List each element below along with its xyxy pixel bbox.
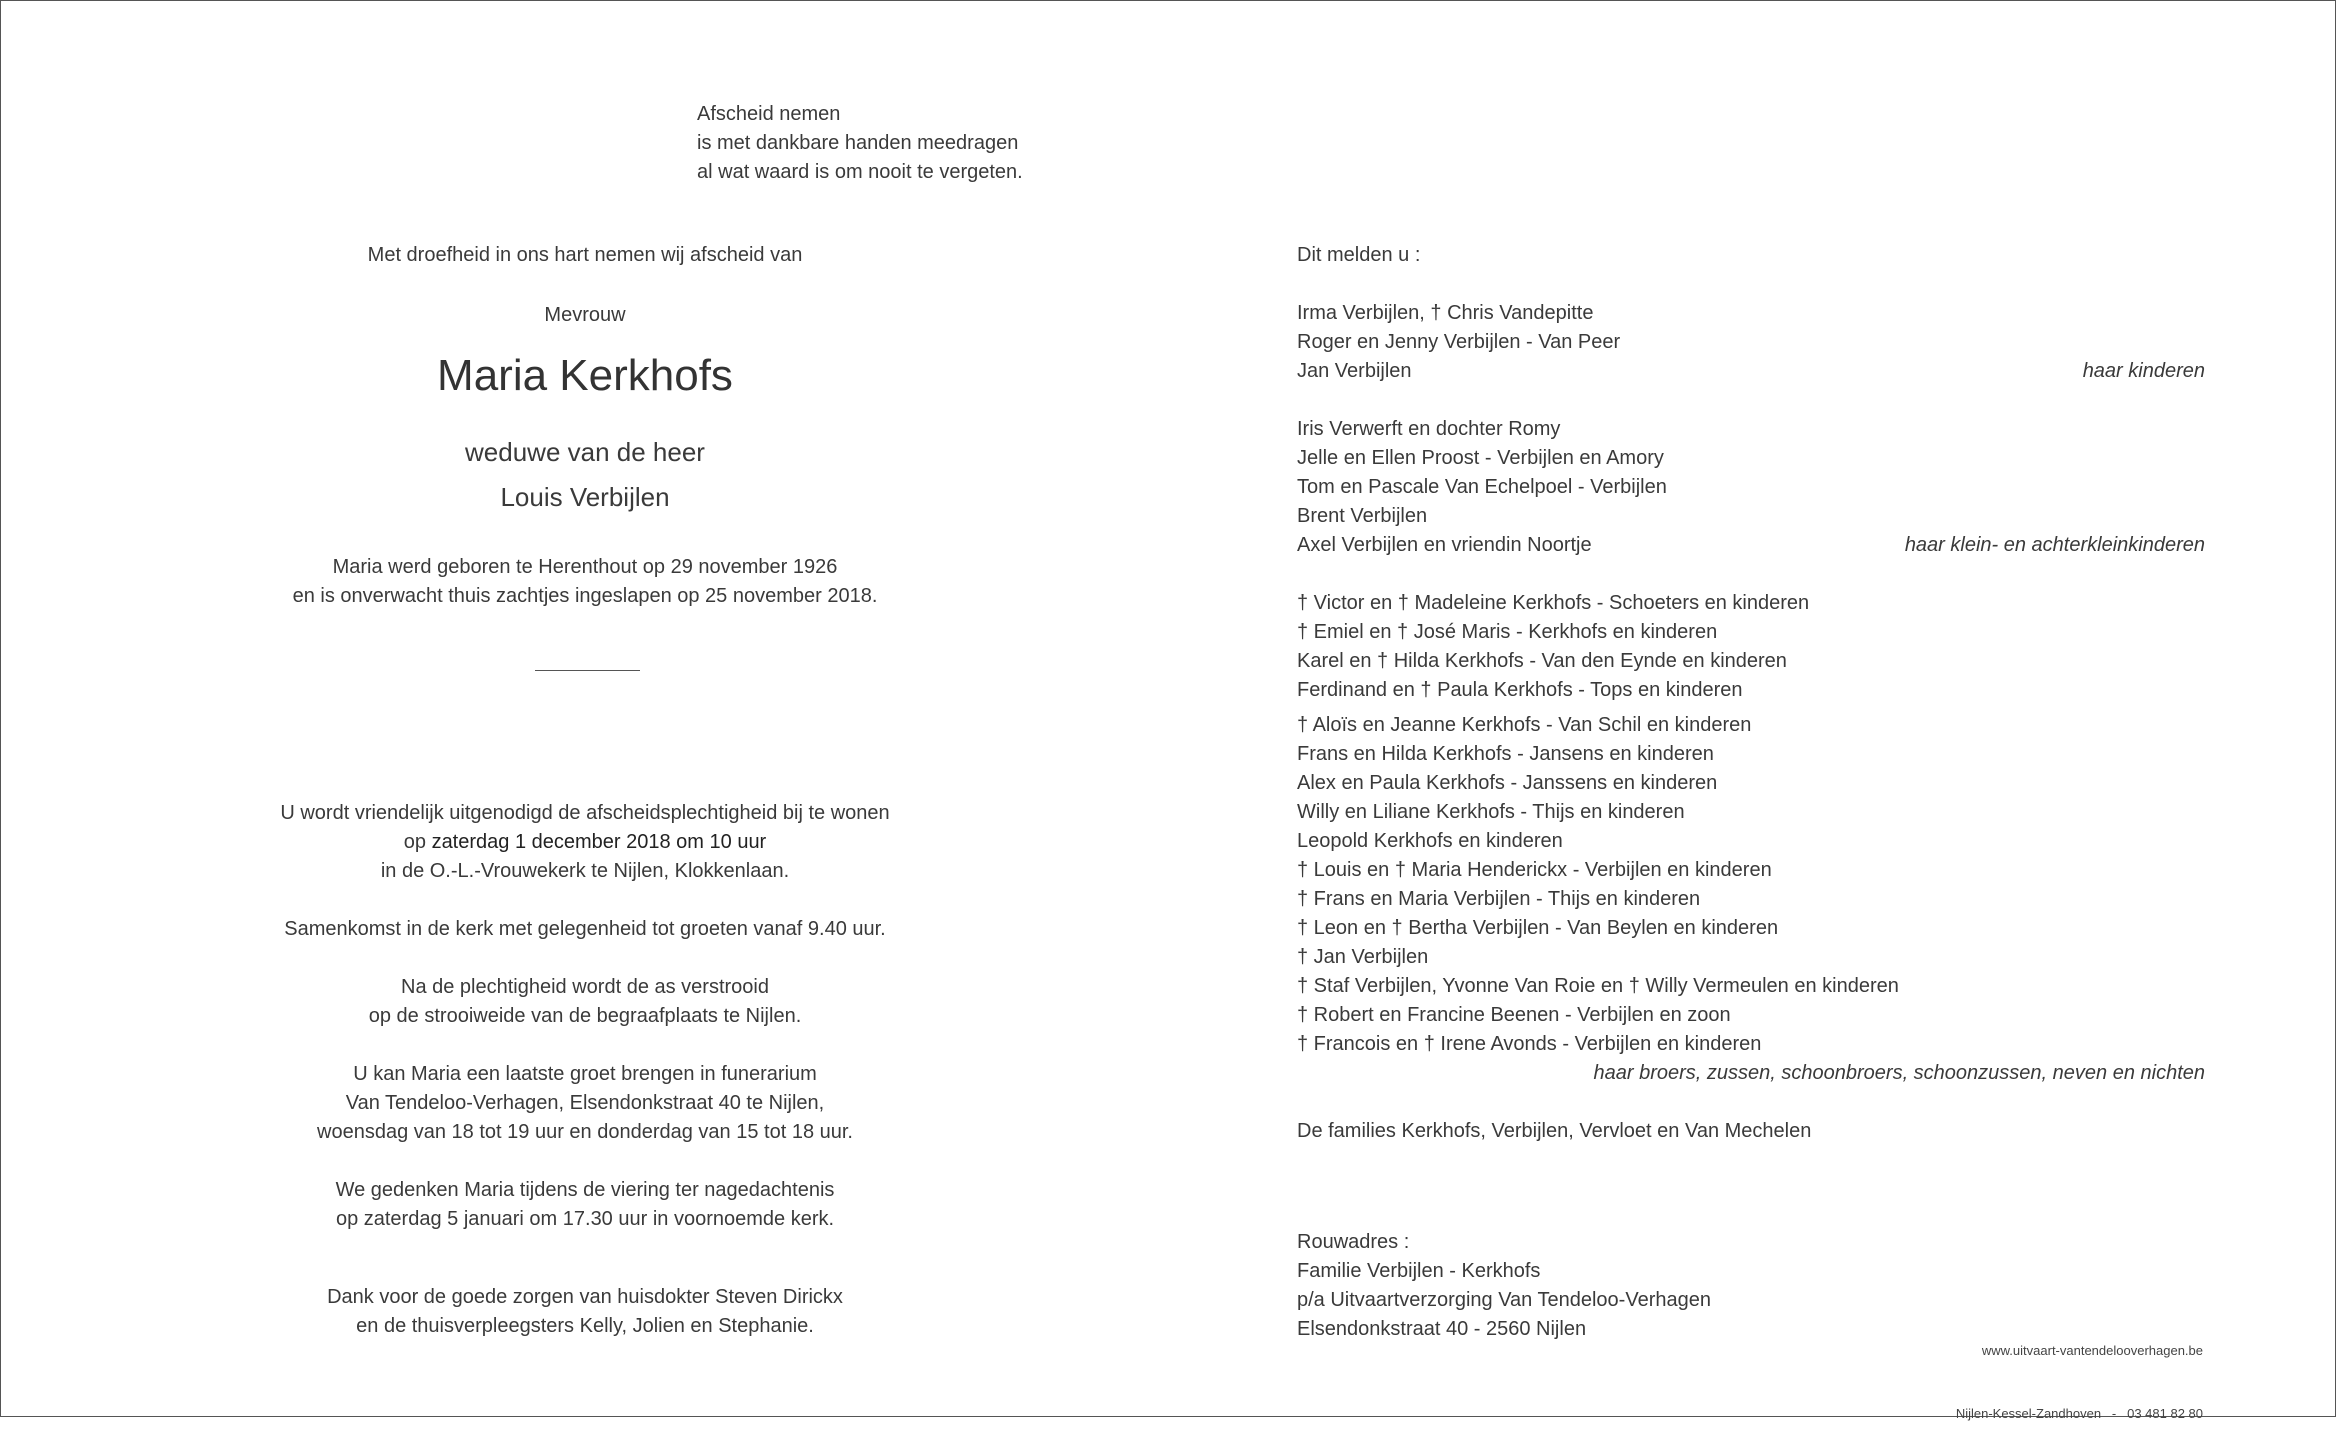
children-line: Jan Verbijlen (1297, 360, 1412, 382)
funeral-home-website[interactable]: www.uitvaart-vantendelooverhagen.be (1981, 1343, 2203, 1358)
sibling-line: † Frans en Maria Verbijlen - Thijs en kinderen (1297, 888, 1701, 910)
invite-date-line (185, 828, 985, 857)
sibling-line: † Louis en † Maria Henderickx - Verbijlen en kinderen (1297, 859, 1772, 881)
address-heading: Rouwadres : (1297, 1231, 1410, 1253)
grandchildren-line: Brent Verbijlen (1297, 505, 1428, 527)
address-line: p/a Uitvaartverzorging Van Tendeloo-Verhagen (1297, 1289, 1711, 1311)
sibling-line: † Aloïs en Jeanne Kerkhofs - Van Schil en kinderen (1297, 714, 1752, 736)
children-label: haar kinderen (2082, 360, 2205, 382)
invite-prefix: op (403, 831, 432, 853)
footer-separator: - (2111, 1406, 2117, 1421)
funerarium-line: woensdag van 18 tot 19 uur en donderdag van 15 tot 18 uur. (317, 1121, 853, 1143)
sibling-line: † Leon en † Bertha Verbijlen - Van Beylen en kinderen (1297, 917, 1779, 939)
poem-line: Afscheid nemen (697, 103, 841, 125)
grandchildren-row (1297, 531, 2205, 560)
poem (697, 100, 1023, 187)
poem-line: is met dankbare handen meedragen (697, 132, 1019, 154)
sibling-line: † Emiel en † José Maris - Kerkhofs en kinderen (1297, 621, 1718, 643)
sibling-line: † Francois en † Irene Avonds - Verbijlen en kinderen (1297, 1033, 1762, 1055)
siblings-label: haar broers, zussen, schoonbroers, schoonzussen, neven en nichten (1593, 1062, 2205, 1084)
family-announcement (1297, 241, 2205, 1146)
funeral-home-footer (1956, 1298, 2203, 1445)
birth-line: Maria werd geboren te Herenthout op 29 november 1926 (332, 556, 838, 578)
announcement-heading: Dit melden u : (1297, 244, 1421, 266)
death-line: en is onverwacht thuis zachtjes ingeslapen op 25 november 2018. (292, 585, 878, 607)
poem-line: al wat waard is om nooit te vergeten. (697, 161, 1023, 183)
grandchildren-line: Iris Verwerft en dochter Romy (1297, 418, 1561, 440)
sibling-line: † Staf Verbijlen, Yvonne Van Roie en † Willy Vermeulen en kinderen (1297, 975, 1899, 997)
thanks-line: Dank voor de goede zorgen van huisdokter Steven Dirickx (327, 1286, 843, 1308)
funeral-home-phone: 03 481 82 80 (2127, 1406, 2203, 1421)
gathering-info: Samenkomst in de kerk met gelegenheid tot groeten vanaf 9.40 uur. (284, 918, 886, 940)
remembrance-line: We gedenken Maria tijdens de viering ter nagedachtenis (335, 1179, 835, 1201)
thanks-line: en de thuisverpleegsters Kelly, Jolien en Stephanie. (356, 1315, 814, 1337)
funerarium-line: Van Tendeloo-Verhagen, Elsendonkstraat 40 te Nijlen, (345, 1092, 825, 1114)
grandchildren-line: Jelle en Ellen Proost - Verbijlen en Amory (1297, 447, 1664, 469)
sibling-line: † Victor en † Madeleine Kerkhofs - Schoeters en kinderen (1297, 592, 1810, 614)
funeral-home-locations: Nijlen-Kessel-Zandhoven (1955, 1406, 2102, 1421)
deceased-name: Maria Kerkhofs (437, 351, 733, 400)
ceremony-invitation (185, 799, 985, 1234)
birth-death-info (185, 553, 985, 611)
invite-location: in de O.-L.-Vrouwekerk te Nijlen, Klokkenlaan. (380, 860, 790, 882)
children-row (1297, 357, 2205, 386)
husband-name: Louis Verbijlen (500, 482, 670, 512)
widow-of: weduwe van de heer (465, 437, 705, 467)
sibling-line: Ferdinand en † Paula Kerkhofs - Tops en kinderen (1297, 679, 1743, 701)
children-line: Roger en Jenny Verbijlen - Van Peer (1297, 331, 1621, 353)
sibling-line: Willy en Liliane Kerkhofs - Thijs en kinderen (1297, 801, 1685, 823)
salutation: Mevrouw (544, 304, 626, 326)
invite-line: U wordt vriendelijk uitgenodigd de afscheidsplechtigheid bij te wonen (280, 802, 890, 824)
address-line: Familie Verbijlen - Kerkhofs (1297, 1260, 1541, 1282)
sibling-line: Alex en Paula Kerkhofs - Janssens en kinderen (1297, 772, 1718, 794)
sibling-line: † Jan Verbijlen (1297, 946, 1429, 968)
grandchildren-line: Axel Verbijlen en vriendin Noortje (1297, 534, 1592, 556)
grandchildren-line: Tom en Pascale Van Echelpoel - Verbijlen (1297, 476, 1667, 498)
remembrance-line: op zaterdag 5 januari om 17.30 uur in voornoemde kerk. (335, 1208, 835, 1230)
children-line: Irma Verbijlen, † Chris Vandepitte (1297, 302, 1594, 324)
funerarium-line: U kan Maria een laatste groet brengen in funerarium (353, 1063, 817, 1085)
sibling-line: † Robert en Francine Beenen - Verbijlen en zoon (1297, 1004, 1731, 1026)
grandchildren-label: haar klein- en achterkleinkinderen (1904, 534, 2205, 556)
ashes-line: Na de plechtigheid wordt de as verstrooid (401, 976, 769, 998)
sibling-line: Leopold Kerkhofs en kinderen (1297, 830, 1563, 852)
sibling-line: Frans en Hilda Kerkhofs - Jansens en kinderen (1297, 743, 1714, 765)
ashes-line: op de strooiweide van de begraafplaats te Nijlen. (368, 1005, 802, 1027)
divider (535, 670, 640, 671)
sibling-line: Karel en † Hilda Kerkhofs - Van den Eynde en kinderen (1297, 650, 1787, 672)
funeral-home-contact (1956, 1403, 2203, 1424)
intro-text: Met droefheid in ons hart nemen wij afscheid van (367, 244, 803, 266)
ceremony-date: zaterdag 1 december 2018 om 10 uur (431, 831, 767, 853)
address-line: Elsendonkstraat 40 - 2560 Nijlen (1297, 1318, 1587, 1340)
families-line: De families Kerkhofs, Verbijlen, Vervloet en Van Mechelen (1297, 1120, 1812, 1142)
thanks (185, 1283, 985, 1341)
